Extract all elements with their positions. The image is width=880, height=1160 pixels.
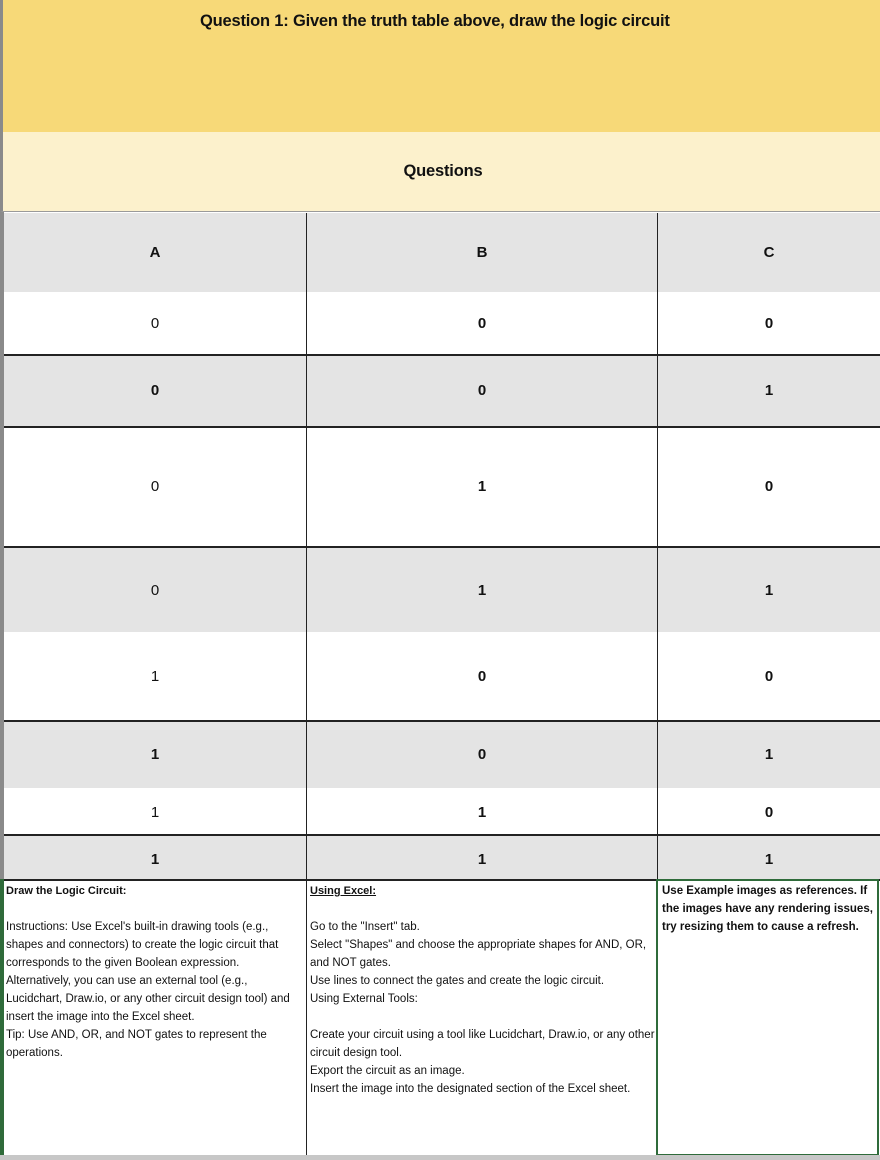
cell-c: 1 <box>764 746 774 763</box>
cell-b: 0 <box>477 746 487 763</box>
cell-b: 0 <box>477 382 487 399</box>
cell-b: 1 <box>477 804 487 821</box>
cell-a: 1 <box>150 851 160 868</box>
cell-a: 1 <box>150 746 160 763</box>
cell-a: 0 <box>150 315 160 332</box>
cell-c: 0 <box>764 315 774 332</box>
row-divider <box>0 834 880 836</box>
cell-c: 1 <box>764 851 774 868</box>
header-b: B <box>476 244 488 261</box>
cell-a: 0 <box>150 478 160 495</box>
cell-c: 1 <box>764 582 774 599</box>
cell-c: 1 <box>764 382 774 399</box>
cell-c: 0 <box>764 668 774 685</box>
header-a: A <box>149 244 161 261</box>
cell-a: 0 <box>150 582 160 599</box>
column-divider <box>657 213 658 879</box>
question-title: Question 1: Given the truth table above, draw the logic circuit <box>200 12 670 30</box>
bottom-edge <box>0 1155 880 1160</box>
row-divider <box>0 426 880 428</box>
cell-b: 1 <box>477 851 487 868</box>
row-divider <box>0 354 880 356</box>
title-band[interactable] <box>0 0 880 132</box>
row-divider <box>0 720 880 722</box>
cell-a: 0 <box>150 382 160 399</box>
col2-instructions[interactable]: Go to the "Insert" tab. Select "Shapes" and choose the appropriate shapes for AND, OR, and NOT gates. Use lines to connect the gates and create the logic circuit. Using External Tools: Create your circuit using a tool like Lucidchart, Draw.io, or any other circuit design tool. Export the circuit as an image. Insert the image into the designated section of the Excel sheet. <box>310 921 655 1095</box>
cell-a: 1 <box>150 804 160 821</box>
header-c: C <box>763 244 775 261</box>
col1-heading: Draw the Logic Circuit: <box>6 885 127 897</box>
cell-b: 0 <box>477 668 487 685</box>
section-label: Questions <box>403 162 483 180</box>
cell-b: 1 <box>477 582 487 599</box>
row-divider <box>0 546 880 548</box>
cell-c: 0 <box>764 804 774 821</box>
col1-instructions[interactable]: Instructions: Use Excel's built-in drawing tools (e.g., shapes and connectors) to create the logic circuit that corresponds to the given Boolean expression. Alternatively, you can use an external tool (e.g., Lucidchart, Draw.io, or any other circuit design tool) and insert the image into the Excel sheet. Tip: Use AND, OR, and NOT gates to represent the operations. <box>6 921 290 1059</box>
col3-note: Use Example images as references. If the images have any rendering issues, try resizing them to cause a refresh. <box>662 885 873 933</box>
left-selection-edge <box>0 879 4 1156</box>
cell-c: 0 <box>764 478 774 495</box>
cell-a: 1 <box>150 668 160 685</box>
questions-band[interactable] <box>0 132 880 212</box>
cell-b: 1 <box>477 478 487 495</box>
cell-b: 0 <box>477 315 487 332</box>
col2-heading: Using Excel: <box>310 885 377 897</box>
